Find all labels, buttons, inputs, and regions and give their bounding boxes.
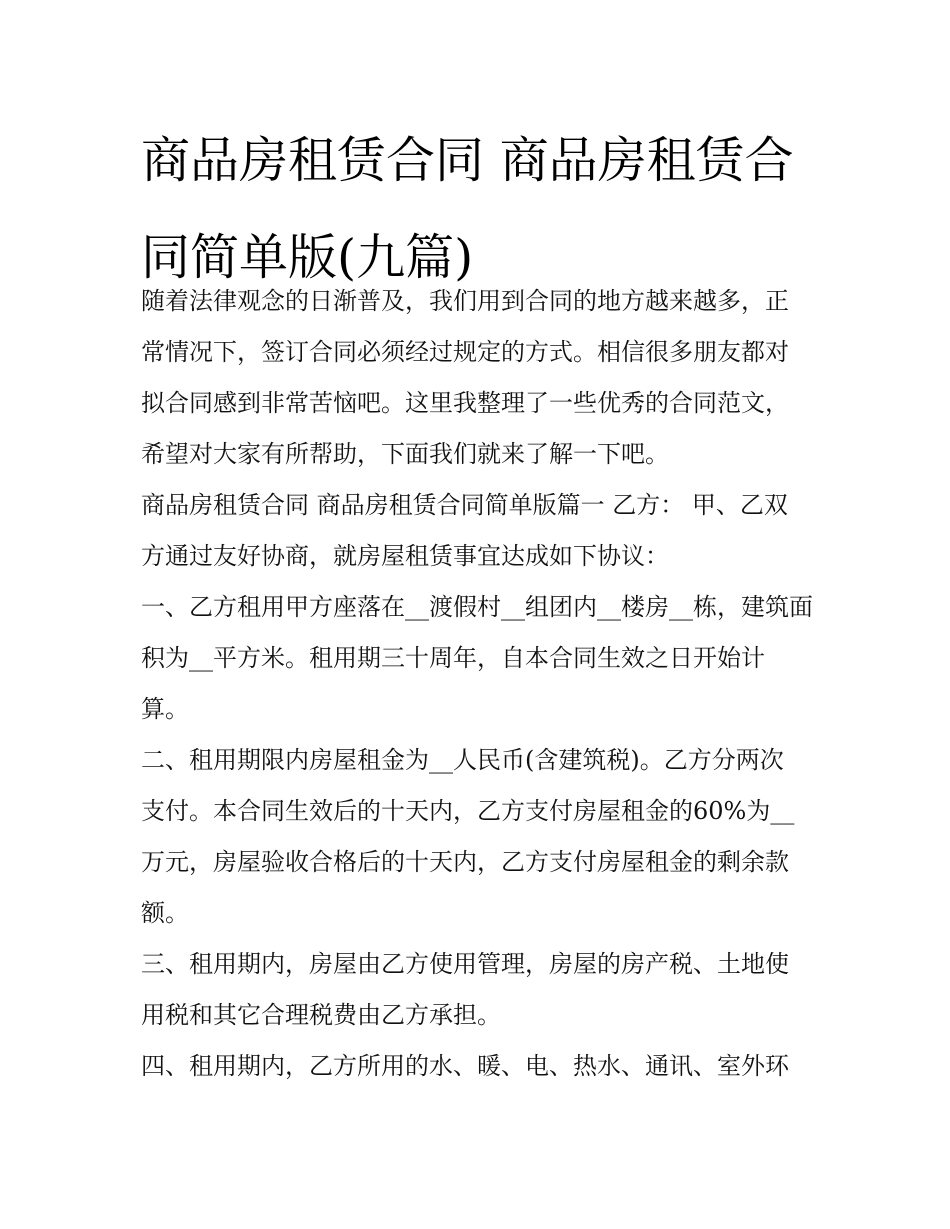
body-line: 三、租用期内，房屋由乙方使用管理，房屋的房产税、土地使 xyxy=(141,950,789,978)
body-line: 支付。本合同生效后的十天内，乙方支付房屋租金的60%为__ xyxy=(141,797,795,825)
body-line: 常情况下，签订合同必须经过规定的方式。相信很多朋友都对 xyxy=(141,338,789,366)
body-line: 希望对大家有所帮助，下面我们就来了解一下吧。 xyxy=(141,440,669,468)
body-line: 万元，房屋验收合格后的十天内，乙方支付房屋租金的剩余款 xyxy=(141,848,789,876)
body-line: 方通过友好协商，就房屋租赁事宜达成如下协议： xyxy=(141,542,669,570)
body-line: 二、租用期限内房屋租金为__人民币(含建筑税)。乙方分两次 xyxy=(141,746,784,774)
document-body xyxy=(141,276,821,1092)
body-line: 积为__平方米。租用期三十周年，自本合同生效之日开始计 xyxy=(141,644,765,672)
title-line-1: 商品房租赁合同 商品房租赁合 xyxy=(141,132,794,189)
title-line-2: 同简单版(九篇) xyxy=(141,229,474,286)
body-line: 额。 xyxy=(141,899,189,927)
body-line: 用税和其它合理税费由乙方承担。 xyxy=(141,1001,501,1029)
body-line: 商品房租赁合同 商品房租赁合同简单版篇一 乙方： 甲、乙双 xyxy=(141,491,788,519)
body-line: 四、租用期内，乙方所用的水、暖、电、热水、通讯、室外环 xyxy=(141,1052,789,1080)
body-line: 一、乙方租用甲方座落在__渡假村__组团内__楼房__栋，建筑面 xyxy=(141,593,813,621)
body-line: 算。 xyxy=(141,695,189,723)
body-line: 随着法律观念的日渐普及，我们用到合同的地方越来越多，正 xyxy=(141,287,789,315)
body-line: 拟合同感到非常苦恼吧。这里我整理了一些优秀的合同范文， xyxy=(141,389,789,417)
